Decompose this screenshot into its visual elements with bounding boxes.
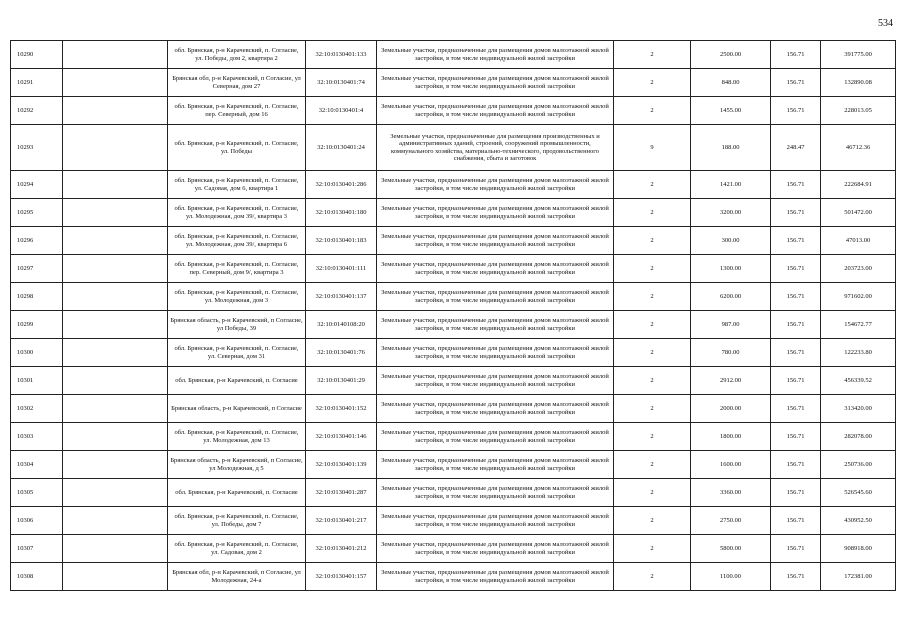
specific-value-cell: 156.71 [771,535,821,563]
purpose-code-cell: 9 [614,125,691,171]
area-cell: 987.00 [691,311,771,339]
purpose-code-cell: 2 [614,339,691,367]
empty-cell [63,41,168,69]
land-purpose-cell: Земельные участки, предназначенные для размещения домов малоэтажной жилой застройки, в том числе индивидуальной жилой застройки [377,171,614,199]
cadastral-number-cell: 32:10:0130401:157 [306,563,377,591]
land-purpose-cell: Земельные участки, предназначенные для размещения домов малоэтажной жилой застройки, в том числе индивидуальной жилой застройки [377,41,614,69]
purpose-code-cell: 2 [614,451,691,479]
cadastral-number-cell: 32:10:0130401:146 [306,423,377,451]
table-row [11,97,896,125]
area-cell: 848.00 [691,69,771,97]
purpose-code-cell: 2 [614,535,691,563]
land-purpose-cell: Земельные участки, предназначенные для размещения домов малоэтажной жилой застройки, в том числе индивидуальной жилой застройки [377,395,614,423]
table-row [11,507,896,535]
specific-value-cell: 156.71 [771,367,821,395]
specific-value-cell: 156.71 [771,339,821,367]
cadastral-number-cell: 32:10:0130401:76 [306,339,377,367]
cadastral-number-cell: 32:10:0130401:180 [306,199,377,227]
empty-cell [63,395,168,423]
row-id-cell: 10295 [11,199,63,227]
purpose-code-cell: 2 [614,423,691,451]
purpose-code-cell: 2 [614,395,691,423]
cadastral-table-container [10,40,895,591]
empty-cell [63,563,168,591]
table-body [11,41,896,591]
land-purpose-cell: Земельные участки, предназначенные для размещения домов малоэтажной жилой застройки, в том числе индивидуальной жилой застройки [377,199,614,227]
table-row [11,41,896,69]
land-purpose-cell: Земельные участки, предназначенные для размещения домов малоэтажной жилой застройки, в том числе индивидуальной жилой застройки [377,255,614,283]
specific-value-cell: 156.71 [771,255,821,283]
land-purpose-cell: Земельные участки, предназначенные для размещения домов малоэтажной жилой застройки, в том числе индивидуальной жилой застройки [377,423,614,451]
land-purpose-cell: Земельные участки, предназначенные для размещения домов малоэтажной жилой застройки, в том числе индивидуальной жилой застройки [377,227,614,255]
specific-value-cell: 156.71 [771,311,821,339]
purpose-code-cell: 2 [614,199,691,227]
empty-cell [63,255,168,283]
address-cell: обл. Брянская, р-н Карачевский, п. Согласие, ул. Молодежная, дом 13 [168,423,306,451]
empty-cell [63,339,168,367]
address-cell: обл. Брянская, р-н Карачевский, п. Согласие, пер. Северный, дом 9/, квартира 3 [168,255,306,283]
table-row [11,535,896,563]
table-row [11,125,896,171]
empty-cell [63,125,168,171]
table-row [11,69,896,97]
address-cell: обл. Брянская, р-н Карачевский, п. Согласие [168,367,306,395]
specific-value-cell: 156.71 [771,451,821,479]
purpose-code-cell: 2 [614,479,691,507]
empty-cell [63,171,168,199]
land-purpose-cell: Земельные участки, предназначенные для размещения домов малоэтажной жилой застройки, в том числе индивидуальной жилой застройки [377,339,614,367]
row-id-cell: 10293 [11,125,63,171]
table-row [11,283,896,311]
address-cell: обл. Брянская, р-н Карачевский, п. Согласие, ул. Победы [168,125,306,171]
address-cell: Брянская область, р-н Карачевский, п Согласие [168,395,306,423]
empty-cell [63,451,168,479]
address-cell: обл. Брянская, р-н Карачевский, п. Согласие, ул. Молодежная, дом 39/, квартира 6 [168,227,306,255]
row-id-cell: 10303 [11,423,63,451]
cadastral-value-cell: 172381.00 [821,563,896,591]
specific-value-cell: 156.71 [771,563,821,591]
address-cell: обл. Брянская, р-н Карачевский, п. Согласие [168,479,306,507]
cadastral-value-cell: 313420.00 [821,395,896,423]
row-id-cell: 10296 [11,227,63,255]
cadastral-value-cell: 501472.00 [821,199,896,227]
table-row [11,255,896,283]
empty-cell [63,507,168,535]
area-cell: 2750.00 [691,507,771,535]
land-purpose-cell: Земельные участки, предназначенные для размещения домов малоэтажной жилой застройки, в том числе индивидуальной жилой застройки [377,311,614,339]
land-purpose-cell: Земельные участки, предназначенные для размещения домов малоэтажной жилой застройки, в том числе индивидуальной жилой застройки [377,451,614,479]
purpose-code-cell: 2 [614,283,691,311]
cadastral-number-cell: 32:10:0130401:287 [306,479,377,507]
area-cell: 2912.00 [691,367,771,395]
row-id-cell: 10304 [11,451,63,479]
land-purpose-cell: Земельные участки, предназначенные для размещения домов малоэтажной жилой застройки, в том числе индивидуальной жилой застройки [377,507,614,535]
address-cell: обл. Брянская, р-н Карачевский, п. Согласие, пер. Северный, дом 16 [168,97,306,125]
cadastral-number-cell: 32:10:0130401:74 [306,69,377,97]
specific-value-cell: 156.71 [771,171,821,199]
row-id-cell: 10305 [11,479,63,507]
empty-cell [63,367,168,395]
row-id-cell: 10294 [11,171,63,199]
cadastral-number-cell: 32:10:0130401:24 [306,125,377,171]
row-id-cell: 10302 [11,395,63,423]
area-cell: 6200.00 [691,283,771,311]
row-id-cell: 10298 [11,283,63,311]
purpose-code-cell: 2 [614,171,691,199]
table-row [11,199,896,227]
cadastral-number-cell: 32:10:0140108:20 [306,311,377,339]
area-cell: 1800.00 [691,423,771,451]
specific-value-cell: 156.71 [771,199,821,227]
row-id-cell: 10308 [11,563,63,591]
cadastral-number-cell: 32:10:0130401:133 [306,41,377,69]
land-purpose-cell: Земельные участки, предназначенные для размещения производственных и административных зданий, строений, сооружений промышленности, коммунального хозяйства, материально-технического, продовольственного снабжения, сбыта и заготовок [377,125,614,171]
empty-cell [63,97,168,125]
cadastral-value-cell: 526545.60 [821,479,896,507]
empty-cell [63,423,168,451]
cadastral-value-cell: 47013.00 [821,227,896,255]
cadastral-number-cell: 32:10:0130401:152 [306,395,377,423]
row-id-cell: 10301 [11,367,63,395]
specific-value-cell: 156.71 [771,395,821,423]
specific-value-cell: 156.71 [771,41,821,69]
table-row [11,339,896,367]
purpose-code-cell: 2 [614,227,691,255]
address-cell: Брянская область, р-н Карачевский, п Согласие, ул Победы, 39 [168,311,306,339]
table-row [11,423,896,451]
cadastral-number-cell: 32:10:0130401:183 [306,227,377,255]
table-row [11,451,896,479]
land-purpose-cell: Земельные участки, предназначенные для размещения домов малоэтажной жилой застройки, в том числе индивидуальной жилой застройки [377,479,614,507]
area-cell: 1455.00 [691,97,771,125]
empty-cell [63,199,168,227]
address-cell: обл. Брянская, р-н Карачевский, п. Согласие, ул. Садовая, дом 6, квартира 1 [168,171,306,199]
area-cell: 1421.00 [691,171,771,199]
area-cell: 2000.00 [691,395,771,423]
cadastral-value-cell: 222684.91 [821,171,896,199]
area-cell: 1100.00 [691,563,771,591]
cadastral-value-cell: 391775.00 [821,41,896,69]
specific-value-cell: 156.71 [771,283,821,311]
purpose-code-cell: 2 [614,97,691,125]
specific-value-cell: 156.71 [771,507,821,535]
table-row [11,227,896,255]
specific-value-cell: 156.71 [771,479,821,507]
row-id-cell: 10300 [11,339,63,367]
specific-value-cell: 156.71 [771,69,821,97]
address-cell: обл. Брянская, р-н Карачевский, п. Согласие, ул. Победы, дом 7 [168,507,306,535]
cadastral-number-cell: 32:10:0130401:4 [306,97,377,125]
purpose-code-cell: 2 [614,563,691,591]
cadastral-number-cell: 32:10:0130401:137 [306,283,377,311]
land-purpose-cell: Земельные участки, предназначенные для размещения домов малоэтажной жилой застройки, в том числе индивидуальной жилой застройки [377,69,614,97]
area-cell: 3200.00 [691,199,771,227]
purpose-code-cell: 2 [614,367,691,395]
row-id-cell: 10292 [11,97,63,125]
specific-value-cell: 248.47 [771,125,821,171]
cadastral-value-cell: 456339.52 [821,367,896,395]
purpose-code-cell: 2 [614,255,691,283]
area-cell: 1300.00 [691,255,771,283]
cadastral-number-cell: 32:10:0130401:111 [306,255,377,283]
cadastral-value-cell: 203723.00 [821,255,896,283]
cadastral-value-table [10,40,896,591]
empty-cell [63,311,168,339]
cadastral-value-cell: 122233.80 [821,339,896,367]
cadastral-value-cell: 154672.77 [821,311,896,339]
address-cell: Брянская обл, р-н Карачевский, п Согласие, ул Молодежная, 24-а [168,563,306,591]
table-row [11,563,896,591]
address-cell: обл. Брянская, р-н Карачевский, п. Согласие, ул. Садовая, дом 2 [168,535,306,563]
cadastral-number-cell: 32:10:0130401:286 [306,171,377,199]
address-cell: обл. Брянская, р-н Карачевский, п. Согласие, ул. Победы, дом 2, квартира 2 [168,41,306,69]
address-cell: Брянская обл, р-н Карачевский, п Согласие, ул Северная, дом 27 [168,69,306,97]
address-cell: обл. Брянская, р-н Карачевский, п. Согласие, ул. Молодежная, дом 39/, квартира 3 [168,199,306,227]
row-id-cell: 10290 [11,41,63,69]
address-cell: обл. Брянская, р-н Карачевский, п. Согласие, ул. Северная, дом 31 [168,339,306,367]
cadastral-number-cell: 32:10:0130401:139 [306,451,377,479]
purpose-code-cell: 2 [614,311,691,339]
cadastral-value-cell: 282078.00 [821,423,896,451]
land-purpose-cell: Земельные участки, предназначенные для размещения домов малоэтажной жилой застройки, в том числе индивидуальной жилой застройки [377,283,614,311]
cadastral-number-cell: 32:10:0130401:217 [306,507,377,535]
empty-cell [63,227,168,255]
empty-cell [63,479,168,507]
address-cell: обл. Брянская, р-н Карачевский, п. Согласие, ул. Молодежная, дом 3 [168,283,306,311]
purpose-code-cell: 2 [614,507,691,535]
table-row [11,479,896,507]
address-cell: Брянская область, р-н Карачевский, п Согласие, ул Молодежная, д 5 [168,451,306,479]
row-id-cell: 10299 [11,311,63,339]
area-cell: 780.00 [691,339,771,367]
row-id-cell: 10297 [11,255,63,283]
table-row [11,367,896,395]
empty-cell [63,535,168,563]
cadastral-number-cell: 32:10:0130401:212 [306,535,377,563]
specific-value-cell: 156.71 [771,423,821,451]
page-number: 534 [878,18,893,29]
cadastral-value-cell: 46712.36 [821,125,896,171]
specific-value-cell: 156.71 [771,97,821,125]
table-row [11,311,896,339]
land-purpose-cell: Земельные участки, предназначенные для размещения домов малоэтажной жилой застройки, в том числе индивидуальной жилой застройки [377,535,614,563]
land-purpose-cell: Земельные участки, предназначенные для размещения домов малоэтажной жилой застройки, в том числе индивидуальной жилой застройки [377,97,614,125]
cadastral-value-cell: 132890.08 [821,69,896,97]
area-cell: 2500.00 [691,41,771,69]
table-row [11,395,896,423]
purpose-code-cell: 2 [614,69,691,97]
area-cell: 1600.00 [691,451,771,479]
cadastral-value-cell: 430952.50 [821,507,896,535]
empty-cell [63,283,168,311]
cadastral-value-cell: 228013.05 [821,97,896,125]
row-id-cell: 10307 [11,535,63,563]
empty-cell [63,69,168,97]
area-cell: 3360.00 [691,479,771,507]
area-cell: 5800.00 [691,535,771,563]
specific-value-cell: 156.71 [771,227,821,255]
row-id-cell: 10306 [11,507,63,535]
land-purpose-cell: Земельные участки, предназначенные для размещения домов малоэтажной жилой застройки, в том числе индивидуальной жилой застройки [377,367,614,395]
cadastral-value-cell: 250736.00 [821,451,896,479]
table-row [11,171,896,199]
purpose-code-cell: 2 [614,41,691,69]
row-id-cell: 10291 [11,69,63,97]
cadastral-number-cell: 32:10:0130401:29 [306,367,377,395]
cadastral-value-cell: 908918.00 [821,535,896,563]
area-cell: 188.00 [691,125,771,171]
cadastral-value-cell: 971602.00 [821,283,896,311]
area-cell: 300.00 [691,227,771,255]
land-purpose-cell: Земельные участки, предназначенные для размещения домов малоэтажной жилой застройки, в том числе индивидуальной жилой застройки [377,563,614,591]
